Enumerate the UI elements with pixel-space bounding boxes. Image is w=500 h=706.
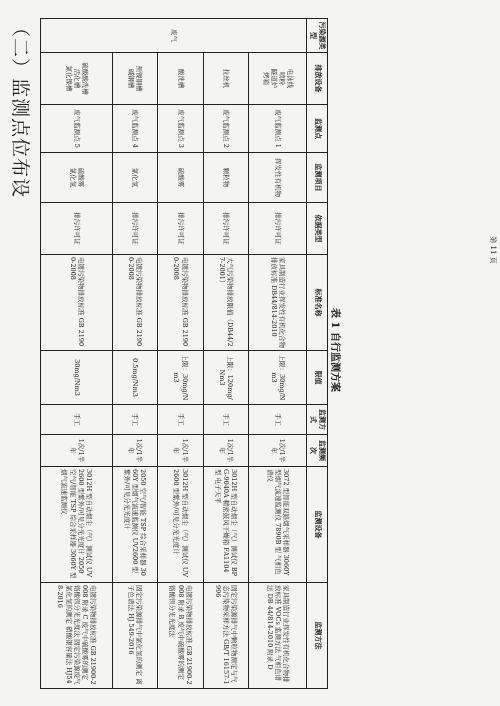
header-frequency: 监测频次: [307, 435, 328, 467]
point-cell: 废气监测点 4: [113, 105, 158, 153]
point-cell: 废气监测点 3: [158, 105, 203, 153]
equipment-name: 电泳线: [285, 68, 294, 89]
section-heading: （二）监测点位布设: [9, 18, 31, 199]
frequency-cell: 1次/1半年: [203, 435, 248, 467]
point-cell: 废气监测点 5: [41, 105, 113, 153]
header-point: 监测点: [307, 105, 328, 153]
table-row: [158, 19, 203, 689]
table-row: [41, 19, 113, 689]
equipment-name: 烤箱: [261, 72, 270, 85]
basis-cell: 排污许可证: [203, 203, 248, 255]
devices-cell: 3072 型智能双路烟气采样器 3060Y 型烟气流速监测仪 7890B 型 气相色谱仪: [248, 467, 307, 583]
equipment-name: 氯化镍槽: [64, 65, 73, 92]
table-title: 表 1 自行监测方案: [329, 308, 340, 392]
devices-cell: 3012H 型自动烟尘（气）测试仪 BPG-9040A 精密鼓风干燥箱 FA1104 型 电子天平: [203, 467, 248, 583]
item-cell: 氯化氢: [113, 153, 158, 203]
item-cell: 挥发性有机物: [248, 153, 307, 203]
equipment-cell: [41, 53, 113, 105]
page-number: 第 11 页: [489, 236, 497, 264]
pollution-type-cell: 废气: [41, 19, 308, 53]
standard-cell: 电镀污染物排放标准 GB 21900-2008: [113, 255, 158, 351]
devices-cell: 2050 空气/智能 TSP 综合采样器 3060Y 型烟气流速监测仪 UV2600 型 紫外/可见分光光度计: [113, 467, 158, 583]
header-devices: 监测设备: [307, 467, 328, 583]
basis-cell: 排污许可证: [248, 203, 307, 255]
equipment-name: 隧道炉: [269, 68, 278, 89]
standard-cell: 电镀污染物排放标准 GB 21900-2008: [41, 255, 113, 351]
item-name: 硫酸雾: [76, 167, 85, 188]
header-method: 监测方式: [307, 405, 328, 435]
item-cell: 颗粒物: [203, 153, 248, 203]
equipment-name: 拉丝机: [221, 68, 230, 89]
frequency-cell: 1次/1半年: [248, 435, 307, 467]
item-cell: [41, 153, 113, 203]
basis-cell: 排污许可证: [113, 203, 158, 255]
method-cell: 手工: [203, 405, 248, 435]
limit-cell: 上限：30mg/Nm3: [158, 351, 203, 405]
devices-cell: 3012H 型自动烟尘（气）测试仪 UV2600 型紫外/可见分光光度计 2050 空气/智能 TSP 综合采样器 3060Y 型烟气流速监测仪: [41, 467, 113, 583]
header-pollution-type: 污染源类型: [307, 19, 328, 53]
equipment-cell: [158, 53, 203, 105]
basis-cell: 排污许可证: [158, 203, 203, 255]
table-row: [248, 19, 307, 689]
point-cell: 废气监测点 1: [248, 105, 307, 153]
point-cell: 废气监测点 2: [203, 105, 248, 153]
equipment-name: 碱钢槽: [127, 68, 136, 89]
method-cell: 手工: [248, 405, 307, 435]
equipment-name: 喷粉: [277, 72, 286, 85]
header-analysis: 监测方法: [307, 583, 328, 689]
header-item: 监测项目: [307, 153, 328, 203]
analysis-cell: 固定污染源排气中氯化氢的测定 离子色谱法 HJ 549-2016: [113, 583, 158, 689]
analysis-cell: 固定污染源排气中颗粒物测定与气态污染物采样方法 GB/T 16157-1996: [203, 583, 248, 689]
analysis-cell: 电镀污染物排放标准 GB 21900-2008 附录 C 废气中硫酸雾的测定 铬酸钡分光光度法 固定污染源废气 氯化氢的测定 硝酸银容量法 HJ548-2016: [41, 583, 113, 689]
basis-cell: 排污许可证: [41, 203, 113, 255]
limit-cell: 0.5mg/Nm3: [113, 351, 158, 405]
standard-cell: 家具制造行业挥发性有机化合物排放标准 DB44/814-2010: [248, 255, 307, 351]
header-equipment: 排放设备: [307, 53, 328, 105]
equipment-name: 预镍钢槽: [135, 65, 144, 92]
method-cell: 手工: [113, 405, 158, 435]
equipment-name: 硫酸酸洗槽: [80, 62, 89, 95]
limit-cell: 上限：120mg/Nm3: [203, 351, 248, 405]
frequency-cell: 1次/1半年: [41, 435, 113, 467]
limit-cell: 30mg/Nm3: [41, 351, 113, 405]
method-cell: 手工: [158, 405, 203, 435]
header-basis: 依据类型: [307, 203, 328, 255]
item-name: 氯化氢: [68, 167, 77, 188]
frequency-cell: 1次/1半年: [113, 435, 158, 467]
table-row: [113, 19, 158, 689]
equipment-cell: [113, 53, 158, 105]
analysis-cell: 电镀污染物排放标准 GB 21900-2008 附录 B 废气中硫酸雾的测定 铬酸钡分光光度法: [158, 583, 203, 689]
monitoring-plan-table: [40, 18, 328, 689]
method-cell: 手工: [41, 405, 113, 435]
item-cell: 硫酸雾: [158, 153, 203, 203]
limit-cell: 上限：30mg/Nm3: [248, 351, 307, 405]
equipment-name: 活化槽: [72, 68, 81, 89]
analysis-cell: 家具制造行业挥发性有机化合物排放标准 VOCs 监测方法 气相色谱法 DB 44/814-2010 附录 D: [248, 583, 307, 689]
standard-cell: 电镀污染物排放标准 GB 21900-2008: [158, 255, 203, 351]
table-row: [203, 19, 248, 689]
frequency-cell: 1次/1半年: [158, 435, 203, 467]
standard-cell: 大气污染物排放限值（DB44/27-2001）: [203, 255, 248, 351]
equipment-cell: [248, 53, 307, 105]
header-limit: 限值: [307, 351, 328, 405]
equipment-cell: [203, 53, 248, 105]
equipment-name: 酸洗槽: [176, 68, 185, 89]
header-standard: 标准名称: [307, 255, 328, 351]
table-header-row: [307, 19, 328, 689]
devices-cell: 3012H 型自动烟尘（气）测试仪 UV2600 型紫外/可见分光光度计: [158, 467, 203, 583]
